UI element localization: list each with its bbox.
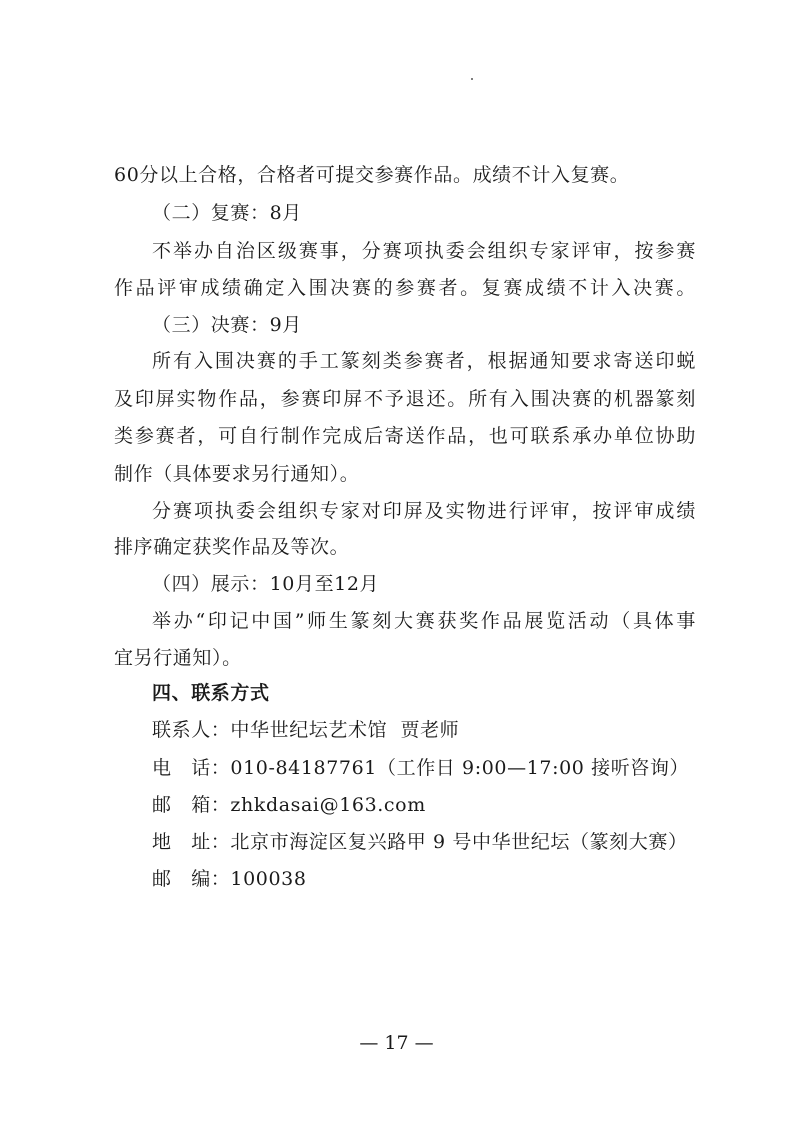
contact-postcode-label: 邮 编： <box>152 868 231 890</box>
contact-postcode-row <box>0 864 793 894</box>
paragraph-line: 不举办自治区级赛事，分赛项执委会组织专家评审，按参赛 <box>152 240 696 262</box>
contact-phone-label: 电 话： <box>152 757 231 779</box>
section-heading-contact: 四、联系方式 <box>152 682 270 704</box>
paragraph-line: 所有入围决赛的手工篆刻类参赛者，根据通知要求寄送印蜕 <box>152 350 696 372</box>
section-heading-rematch: （二）复赛：8月 <box>152 202 302 224</box>
contact-email-value: zhkdasai@163.com <box>230 794 426 816</box>
contact-address-value: 北京市海淀区复兴路甲 9 号中华世纪坛（篆刻大赛） <box>230 831 688 853</box>
section-heading-final: （三）决赛：9月 <box>152 314 302 336</box>
contact-phone-row <box>0 753 793 783</box>
paragraph-line: 作品评审成绩确定入围决赛的参赛者。复赛成绩不计入决赛。 <box>114 277 696 299</box>
contact-person-row <box>0 715 793 745</box>
contact-postcode-value: 100038 <box>230 868 307 890</box>
contact-email-label: 邮 箱： <box>152 794 231 816</box>
paragraph-line: 举办“印记中国”师生篆刻大赛获奖作品展览活动（具体事 <box>152 610 696 632</box>
contact-address-row <box>0 827 793 857</box>
contact-phone-value: 010-84187761（工作日 9:00—17:00 接听咨询） <box>230 757 690 779</box>
paragraph-line: 60分以上合格，合格者可提交参赛作品。成绩不计入复赛。 <box>114 164 630 186</box>
paragraph-line: 制作（具体要求另行通知）。 <box>114 463 360 485</box>
page-number: — 17 — <box>359 1032 434 1054</box>
paragraph-line: 排序确定获奖作品及等次。 <box>114 536 350 558</box>
scan-speck <box>471 78 473 80</box>
contact-email-row <box>0 790 793 820</box>
paragraph-line: 分赛项执委会组织专家对印屏及实物进行评审，按评审成绩 <box>152 500 696 522</box>
contact-person-value: 中华世纪坛艺术馆 贾老师 <box>230 719 460 741</box>
paragraph-line: 及印屏实物作品，参赛印屏不予退还。所有入围决赛的机器篆刻 <box>114 388 696 410</box>
contact-address-label: 地 址： <box>152 831 231 853</box>
paragraph-line: 类参赛者，可自行制作完成后寄送作品，也可联系承办单位协助 <box>114 425 696 447</box>
paragraph-line: 宜另行通知）。 <box>114 647 242 669</box>
section-heading-exhibition: （四）展示：10月至12月 <box>152 573 380 595</box>
contact-person-label: 联系人： <box>152 719 231 741</box>
